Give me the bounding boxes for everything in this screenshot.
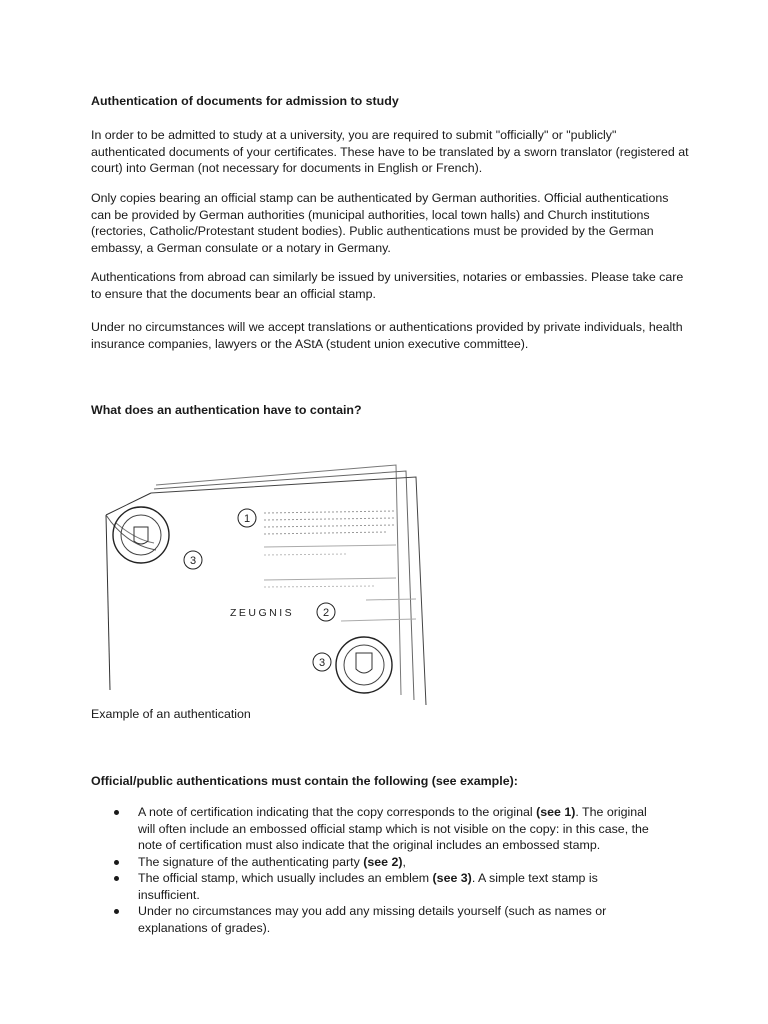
- paragraph-admission: In order to be admitted to study at a university, you are required to submit "officially" or "publicly" authenticated documents of your certificates. These have to be translated by a sworn translator (registered at court) into German (not necessary for documents in English or French).: [91, 128, 689, 175]
- list-item: A note of certification indicating that the copy corresponds to the original (see 1). The original will often include an embossed official stamp which is not visible on the copy: in this case, the note of certification must also indicate that the original includes an embossed stamp.: [91, 804, 651, 854]
- zeugnis-label: ZEUGNIS: [230, 607, 295, 619]
- bullet-icon: [114, 810, 119, 815]
- document-title: Authentication of documents for admission to study: [91, 94, 399, 108]
- marker-2: 2: [322, 607, 330, 619]
- section-heading-contents: What does an authentication have to contain?: [91, 403, 362, 417]
- authentication-example-illustration: [96, 455, 436, 710]
- paragraph-official-copies: Only copies bearing an official stamp can be authenticated by German authorities. Official authentications can be provided by German authorities (municipal authorities, local town halls) and Church institutions (rectories, Catholic/Protestant student bodies). Public authentications must be provided by the German embassy, a German consulate or a notary in Germany.: [91, 191, 669, 255]
- list-item: The signature of the authenticating party (see 2),: [91, 854, 651, 871]
- list-item: The official stamp, which usually includes an emblem (see 3). A simple text stamp is insufficient.: [91, 870, 651, 903]
- marker-3-corner: 3: [189, 555, 197, 567]
- bullet-icon: [114, 876, 119, 881]
- paragraph-abroad: Authentications from abroad can similarly be issued by universities, notaries or embassies. Please take care to ensure that the documents bear an official stamp.: [91, 270, 684, 301]
- marker-1: 1: [243, 513, 251, 525]
- bullet-icon: [114, 909, 119, 914]
- bullet-icon: [114, 860, 119, 865]
- section-heading-requirements: Official/public authentications must contain the following (see example):: [91, 774, 518, 788]
- figure-caption: Example of an authentication: [91, 707, 251, 721]
- requirements-list: [91, 804, 651, 936]
- marker-3-bottom: 3: [318, 657, 326, 669]
- document-sketch: [96, 455, 436, 710]
- paragraph-not-accepted: Under no circumstances will we accept translations or authentications provided by private individuals, health insurance companies, lawyers or the AStA (student union executive committee).: [91, 320, 683, 351]
- list-item: Under no circumstances may you add any missing details yourself (such as names or explanations of grades).: [91, 903, 651, 936]
